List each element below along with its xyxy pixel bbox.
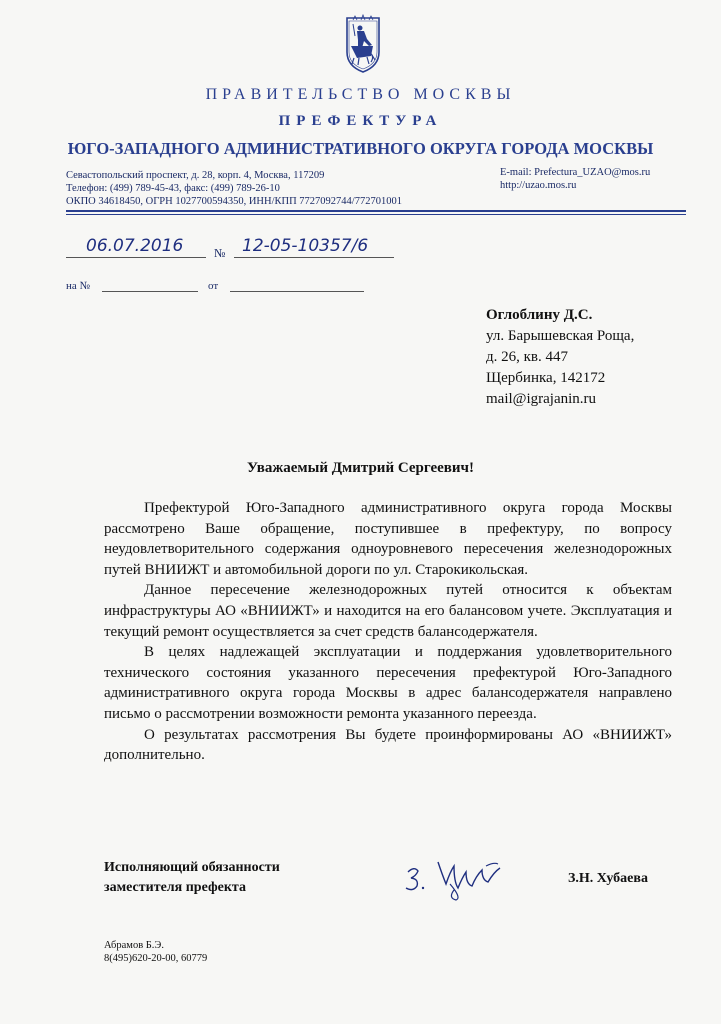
addressee-house: д. 26, кв. 447 [486, 349, 569, 365]
body-paragraph: Данное пересечение железнодорожных путей относится к объектам инфраструктуры АО «ВНИИЖТ» и находится на его балансовом учете. Эксплуатация и текущий ремонт осуществляется за счет средств балансодержателя. [104, 582, 672, 640]
moscow-coat-of-arms-icon [345, 12, 381, 74]
signatory-name: З.Н. Хубаева [568, 871, 648, 886]
signatory-title-line: заместителя префекта [104, 880, 246, 895]
executor-name: Абрамов Б.Э. [104, 940, 164, 951]
number-line [234, 257, 394, 258]
signatory-title [104, 858, 280, 898]
office-address: Севастопольский проспект, д. 28, корп. 4, Москва, 117209 [66, 170, 325, 181]
date-line [66, 257, 206, 258]
registration-date: 06.07.2016 [86, 236, 184, 256]
office-phone: Телефон: (499) 789-45-43, факс: (499) 789-26-10 [66, 183, 280, 194]
prefecture-title: ПРЕФЕКТУРА [278, 113, 443, 129]
reference-line [102, 291, 198, 292]
handwritten-signature [402, 858, 522, 902]
government-title: ПРАВИТЕЛЬСТВО МОСКВЫ [205, 86, 516, 103]
executor-phone: 8(495)620-20-00, 60779 [104, 953, 208, 964]
header-divider [66, 210, 686, 212]
executor-block [104, 939, 207, 965]
from-label: от [208, 280, 219, 292]
number-sign: № [214, 246, 226, 260]
contact-block-left [66, 169, 402, 208]
body-paragraph: Префектурой Юго-Западного административного округа города Москвы рассмотрено Ваше обращение, поступившее в префектуру, по вопросу неудовлетворительного содержания одноуровневого пересечения железнодорожных путей ВНИИЖТ и автомобильной дороги по ул. Старокикольская. [104, 500, 672, 578]
office-email: E-mail: Prefectura_UZAO@mos.ru [500, 167, 651, 178]
addressee-street: ул. Барышевская Роща, [486, 328, 635, 344]
office-website: http://uzao.mos.ru [500, 180, 577, 191]
letter-body [104, 498, 672, 766]
district-title: ЮГО-ЗАПАДНОГО АДМИНИСТРАТИВНОГО ОКРУГА ГОРОДА МОСКВЫ [67, 139, 654, 158]
contact-block-right [500, 166, 650, 192]
addressee-email: mail@igrajanin.ru [486, 391, 597, 407]
salutation: Уважаемый Дмитрий Сергеевич! [247, 460, 474, 476]
from-line [230, 291, 364, 292]
addressee-block [486, 305, 634, 410]
body-paragraph: О результатах рассмотрения Вы будете проинформированы АО «ВНИИЖТ» дополнительно. [104, 726, 672, 764]
body-paragraph: В целях надлежащей эксплуатации и поддержания удовлетворительного технического состояния указанного пересечения префектурой Юго-Западного административного округа города Москвы в адрес балансодержателя направлено письмо о рассмотрении возможности ремонта указанного переезда. [104, 644, 672, 722]
addressee-name: Оглоблину Д.С. [486, 307, 593, 323]
signatory-title-line: Исполняющий обязанности [104, 860, 280, 875]
registration-number: 12-05-10357/6 [242, 236, 369, 256]
addressee-city: Щербинка, 142172 [486, 370, 606, 386]
office-codes: ОКПО 34618450, ОГРН 1027700594350, ИНН/КПП 7727092744/772701001 [66, 196, 402, 207]
header-divider-thin [66, 214, 686, 215]
reference-label: на № [66, 280, 91, 292]
